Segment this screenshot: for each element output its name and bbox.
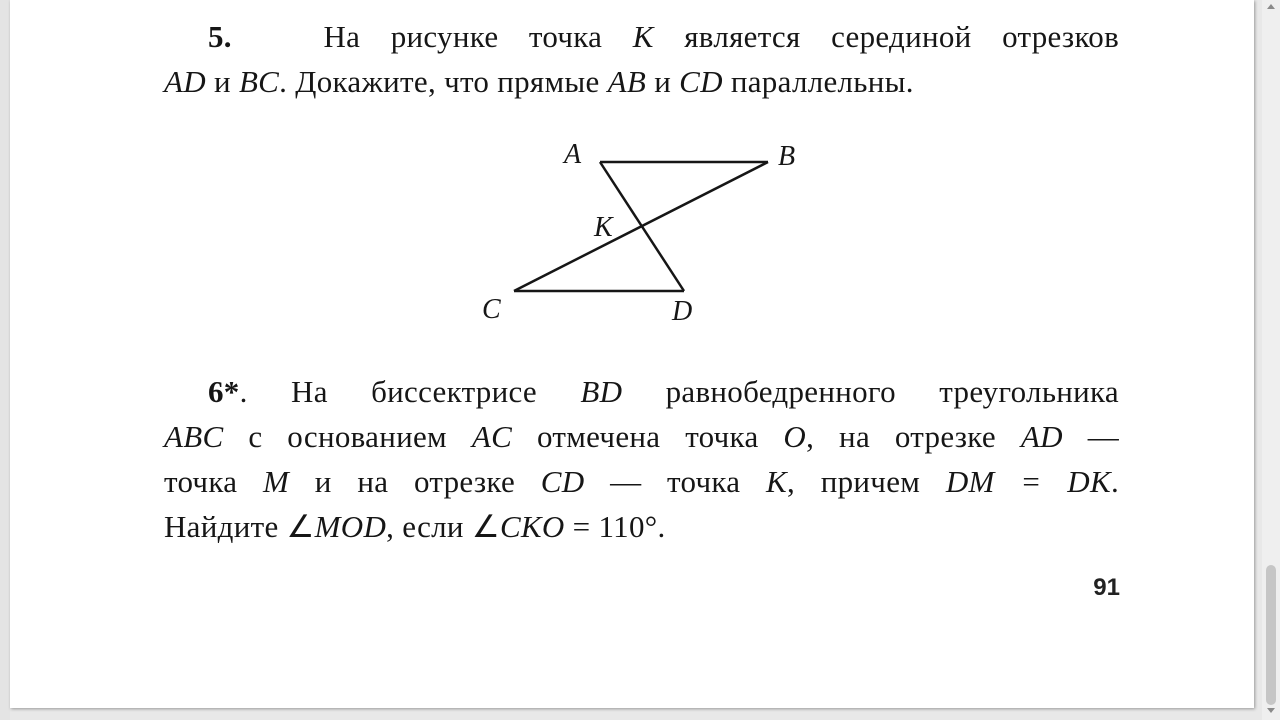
label-c: C	[482, 294, 501, 325]
label-b: B	[778, 141, 796, 172]
problem-6-line-4: Найдите ∠MOD, если ∠CKO = 110°.	[164, 509, 666, 544]
problem-5-line-2: AD и BC. Докажите, что прямые AB и CD параллельны.	[164, 64, 914, 99]
label-k: K	[594, 212, 613, 243]
vertical-scrollbar[interactable]	[1262, 0, 1280, 720]
scrollbar-thumb[interactable]	[1266, 565, 1276, 705]
document-page	[10, 0, 1254, 708]
segment-bc	[514, 162, 768, 291]
scroll-up-arrow-icon[interactable]	[1267, 4, 1275, 9]
page-number: 91	[1093, 574, 1120, 601]
viewer-background	[0, 0, 10, 720]
problem-5-number: 5.	[208, 19, 232, 54]
problem-6-number: 6*	[208, 374, 240, 409]
problem-5-line-1: 5. На рисунке точка K является серединой отрезков	[208, 19, 1120, 54]
label-d: D	[672, 296, 693, 327]
problem-5	[164, 14, 1119, 104]
problem-6-line-2: ABC с основанием AC отмечена точка O, на отрезке AD —	[164, 419, 1119, 454]
problem-6	[164, 369, 1119, 549]
label-a: A	[564, 139, 582, 170]
problem-6-line-1: 6*. На биссектрисе BD равнобедренного треугольника	[208, 374, 1119, 409]
geometry-figure	[460, 130, 820, 330]
scroll-down-arrow-icon[interactable]	[1267, 708, 1275, 713]
problem-6-line-3: точка M и на отрезке CD — точка K, причем DM = DK.	[164, 464, 1119, 499]
